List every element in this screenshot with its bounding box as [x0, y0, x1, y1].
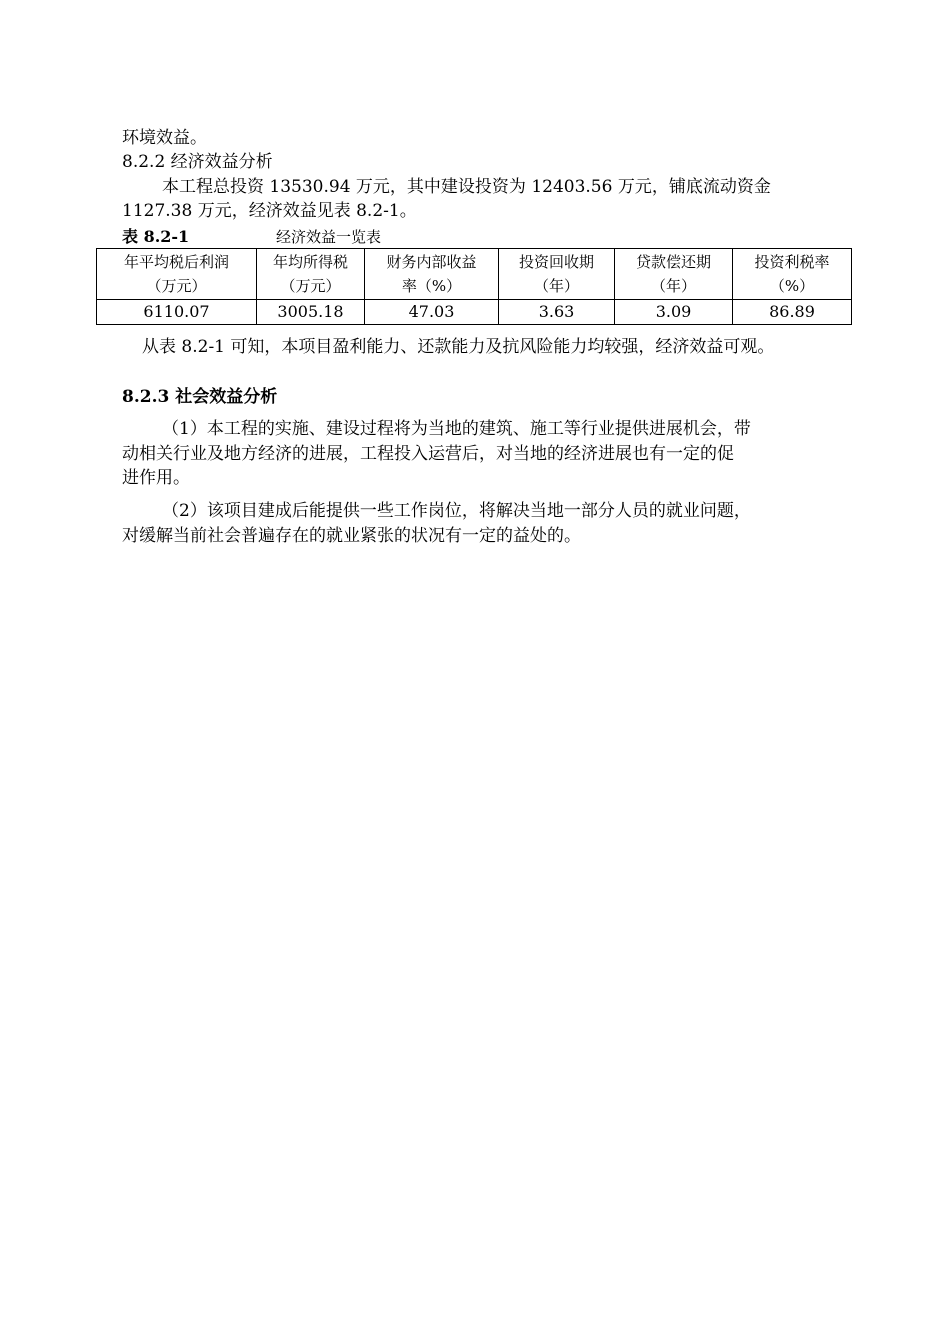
- item2-line1: （2）该项目建成后能提供一些工作岗位，将解决当地一部分人员的就业问题，: [162, 501, 751, 521]
- table-caption-title: 经济效益一览表: [276, 228, 382, 246]
- economic-benefit-table: [96, 248, 852, 325]
- header-loan-repayment-period: 贷款偿还期 （年）: [615, 249, 733, 300]
- cell-investment-tax-rate: 86.89: [733, 300, 852, 325]
- section-heading-823: 8.2.3 社会效益分析: [122, 387, 278, 407]
- paragraph-investment-line2: 1127.38 万元，经济效益见表 8.2-1。: [122, 201, 417, 221]
- item1-line1: （1）本工程的实施、建设过程将为当地的建筑、施工等行业提供进展机会，带: [162, 419, 751, 439]
- table-row: [97, 300, 852, 325]
- cell-payback-period: 3.63: [499, 300, 615, 325]
- table-header-row: [97, 249, 852, 300]
- paragraph-env-benefit: 环境效益。: [122, 128, 207, 148]
- cell-avg-after-tax-profit: 6110.07: [97, 300, 257, 325]
- section-heading-822: 8.2.2 经济效益分析: [122, 152, 273, 172]
- header-avg-after-tax-profit: 年平均税后利润 （万元）: [97, 249, 257, 300]
- item1-line2: 动相关行业及地方经济的进展，工程投入运营后，对当地的经济进展也有一定的促: [122, 444, 734, 464]
- paragraph-table-conclusion: 从表 8.2-1 可知，本项目盈利能力、还款能力及抗风险能力均较强，经济效益可观。: [142, 337, 775, 357]
- cell-annual-income-tax: 3005.18: [257, 300, 365, 325]
- table-caption-label: 表 8.2-1: [122, 227, 190, 246]
- header-investment-tax-rate: 投资利税率 （%）: [733, 249, 852, 300]
- item2-line2: 对缓解当前社会普遍存在的就业紧张的状况有一定的益处的。: [122, 526, 581, 546]
- header-payback-period: 投资回收期 （年）: [499, 249, 615, 300]
- header-annual-income-tax: 年均所得税 （万元）: [257, 249, 365, 300]
- cell-loan-repayment-period: 3.09: [615, 300, 733, 325]
- cell-irr: 47.03: [365, 300, 499, 325]
- header-irr: 财务内部收益 率（%）: [365, 249, 499, 300]
- paragraph-investment-line1: 本工程总投资 13530.94 万元，其中建设投资为 12403.56 万元，铺底流动资金: [162, 177, 771, 197]
- item1-line3: 进作用。: [122, 468, 190, 488]
